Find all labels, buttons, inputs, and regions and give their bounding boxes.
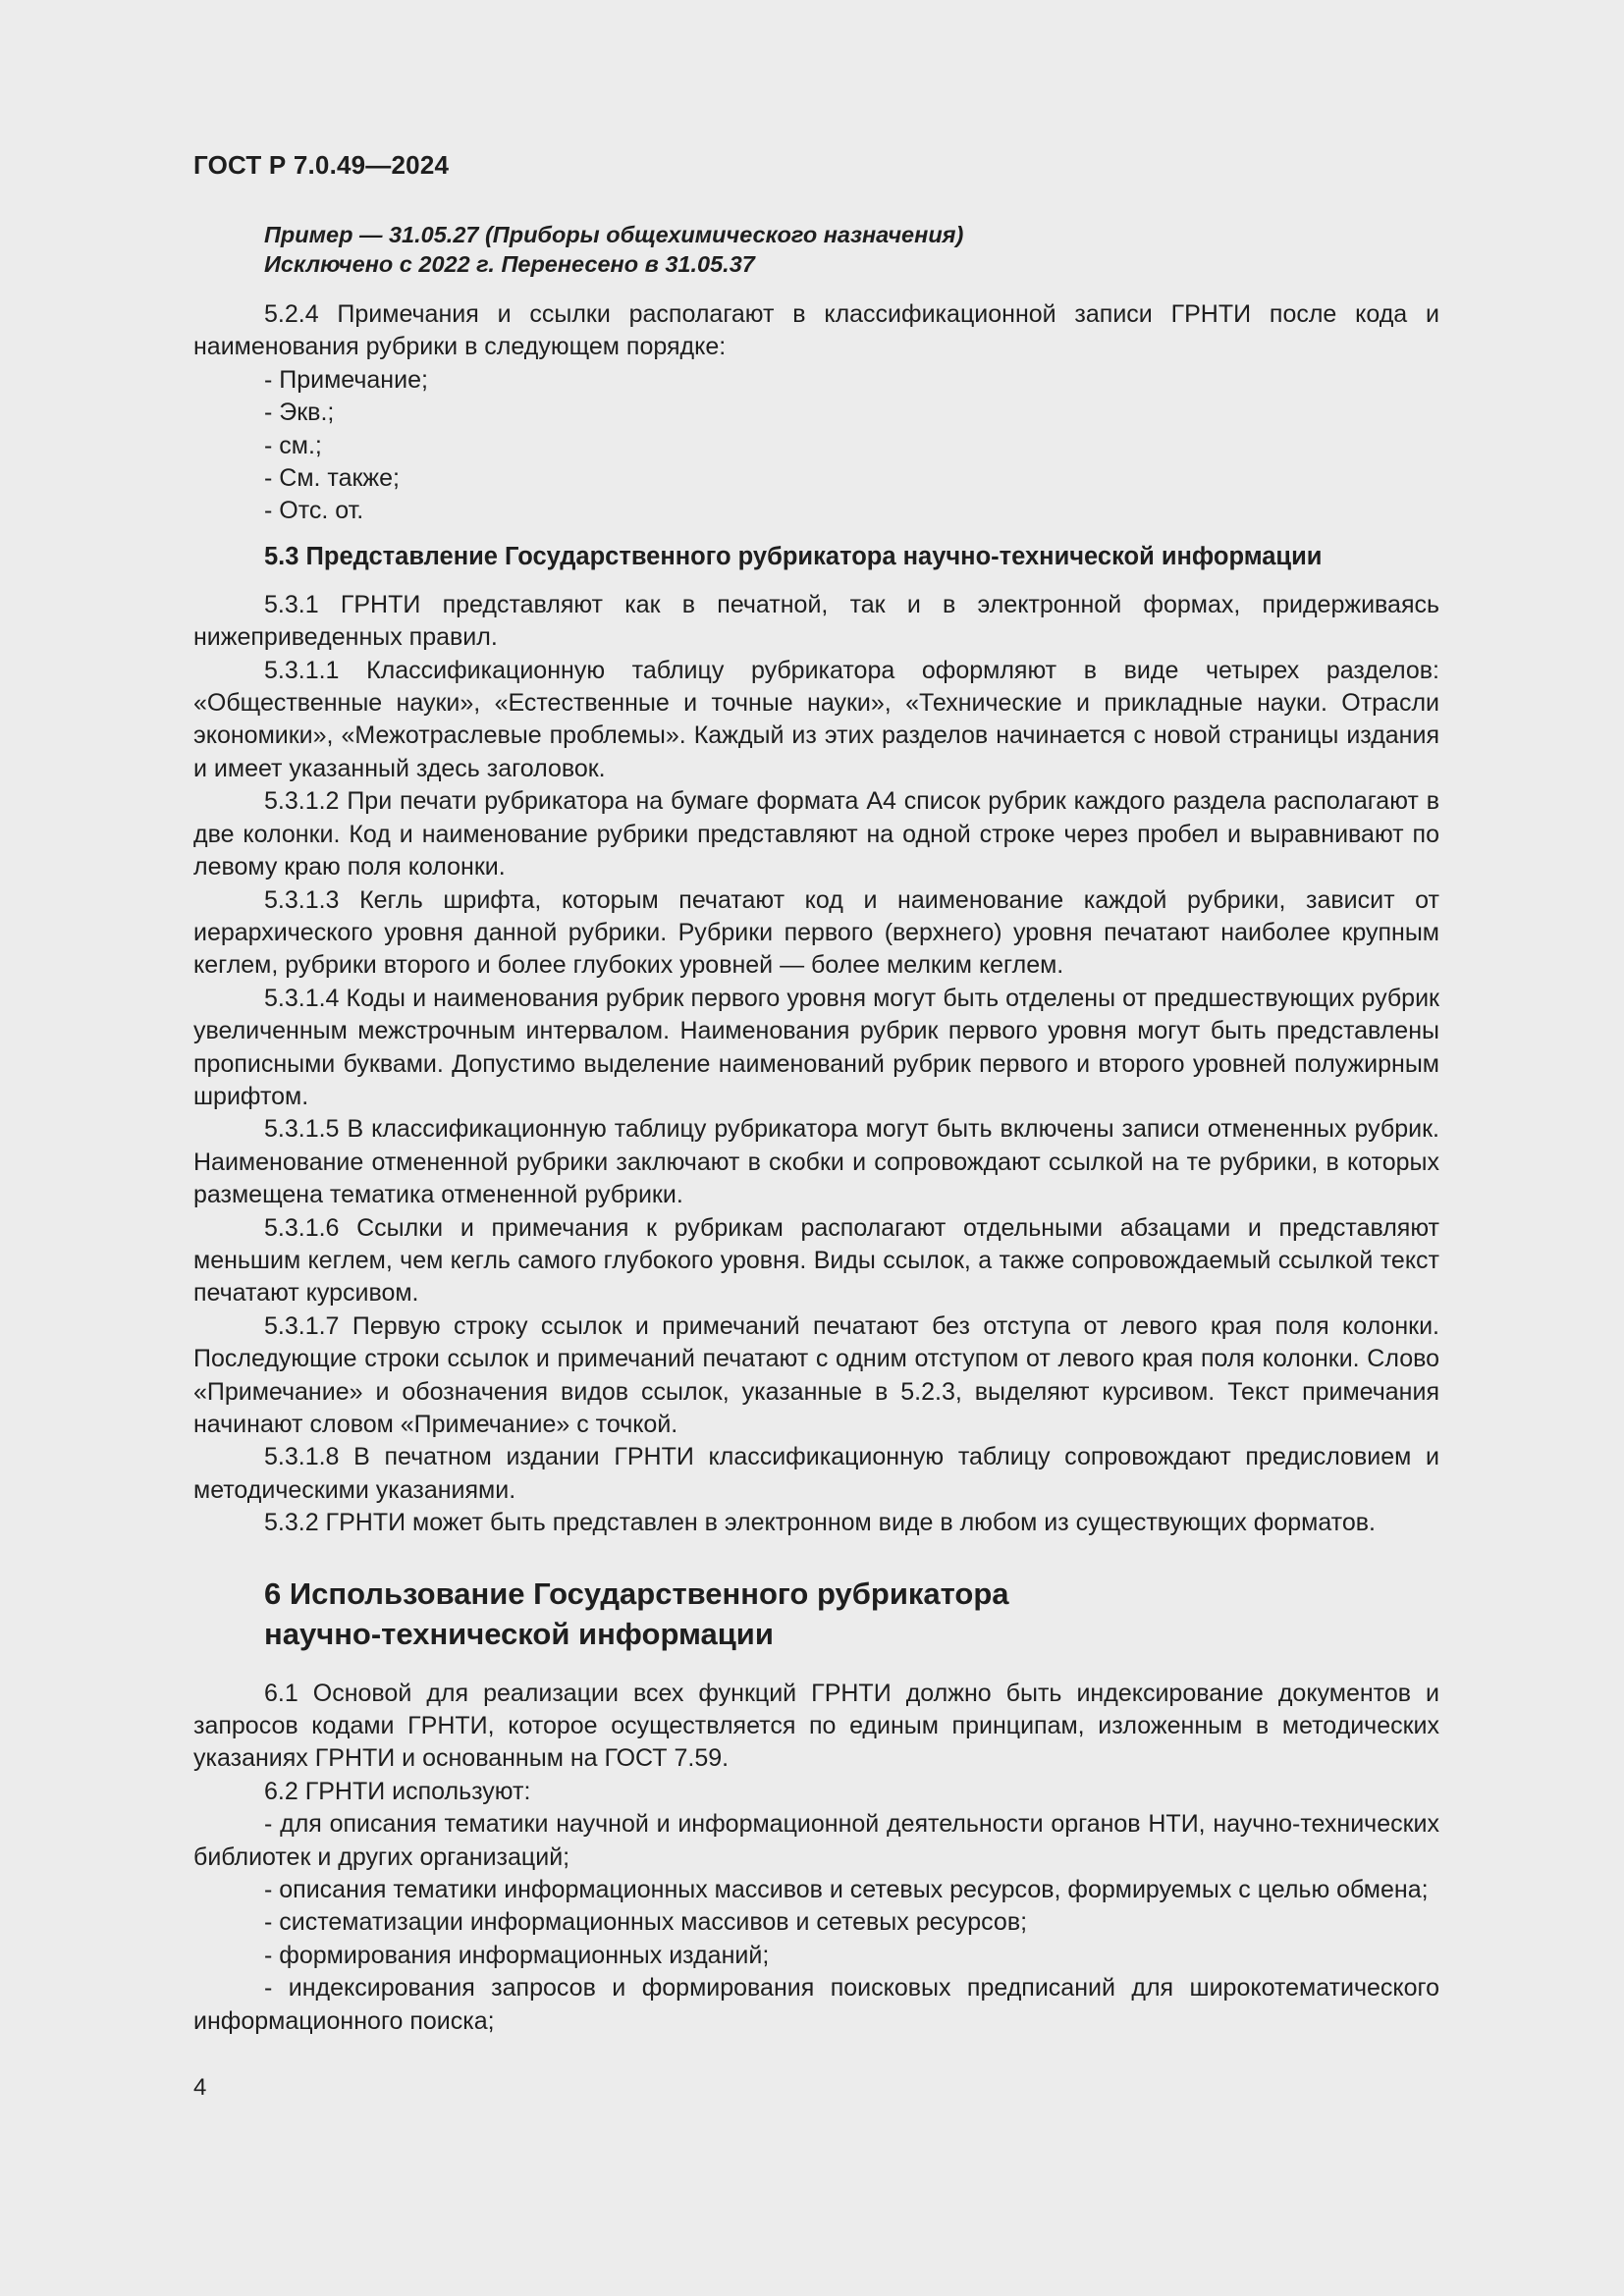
- section-heading-line-1: 6 Использование Государственного рубрикатора: [264, 1575, 1009, 1611]
- section-heading-line-2: научно-технической информации: [264, 1616, 774, 1651]
- example-note: [264, 220, 1439, 279]
- list-item: - систематизации информационных массивов и сетевых ресурсов;: [264, 1908, 1028, 1937]
- paragraph-5-3-1-4: 5.3.1.4 Коды и наименования рубрик первого уровня могут быть отделены от предшествующих рубрик увеличенным межстрочным интервалом. Наименования рубрик первого уровня могут быть представлены прописными буквами. Допустимо выделение наименований рубрик первого и второго уровней полужирным шрифтом.: [193, 984, 1439, 1110]
- subsection-heading-5-3: 5.3 Представление Государственного рубрикатора научно-технической информации: [264, 542, 1323, 570]
- paragraph-6-1: 6.1 Основой для реализации всех функций ГРНТИ должно быть индексирование документов и запросов кодами ГРНТИ, которое осуществляется по единым принципам, изложенным в методических указаниях ГРНТИ и основанным на ГОСТ 7.59.: [193, 1679, 1439, 1773]
- list-item: - описания тематики информационных массивов и сетевых ресурсов, формируемых с целью обмена;: [264, 1876, 1429, 1904]
- paragraph-5-3-1-5: 5.3.1.5 В классификационную таблицу рубрикатора могут быть включены записи отмененных рубрик. Наименование отмененной рубрики заключают в скобки и сопровождают ссылкой на те рубрики, в которых размещена тематика отмененной рубрики.: [193, 1115, 1439, 1209]
- page-number: 4: [193, 2074, 207, 2101]
- section-heading-6: [264, 1574, 1439, 1654]
- paragraph-5-3-1-1: 5.3.1.1 Классификационную таблицу рубрикатора оформляют в виде четырех разделов: «Общественные науки», «Естественные и точные науки», «Технические и прикладные науки. Отрасли экономики», «Межотраслевые проблемы». Каждый из этих разделов начинается с новой страницы издания и имеет указанный здесь заголовок.: [193, 656, 1439, 782]
- example-line-2: Исключено с 2022 г. Перенесено в 31.05.37: [264, 251, 755, 277]
- paragraph-5-3-1-8: 5.3.1.8 В печатном издании ГРНТИ классификационную таблицу сопровождают предисловием и методическими указаниями.: [193, 1443, 1439, 1504]
- paragraph-5-3-2: 5.3.2 ГРНТИ может быть представлен в электронном виде в любом из существующих форматов.: [264, 1509, 1376, 1537]
- list-item: - индексирования запросов и формирования поисковых предписаний для широкотематического информационного поиска;: [193, 1974, 1439, 2035]
- list-item: - Экв.;: [264, 399, 335, 427]
- paragraph-5-2-4: 5.2.4 Примечания и ссылки располагают в классификационной записи ГРНТИ после кода и наименования рубрики в следующем порядке:: [193, 300, 1439, 361]
- paragraph-5-3-1-7: 5.3.1.7 Первую строку ссылок и примечаний печатают без отступа от левого края поля колонки. Последующие строки ссылок и примечаний печатают с одним отступом от левого края поля колонки. Слово «Примечание» и обозначения видов ссылок, указанные в 5.2.3, выделяют курсивом. Текст примечания начинают словом «Примечание» с точкой.: [193, 1311, 1439, 1438]
- paragraph-5-3-1: 5.3.1 ГРНТИ представляют как в печатной, так и в электронной формах, придерживаясь нижеприведенных правил.: [193, 590, 1439, 652]
- body-text: [193, 298, 1439, 2038]
- list-item: - формирования информационных изданий;: [264, 1941, 770, 1969]
- paragraph-5-3-1-3: 5.3.1.3 Кегль шрифта, которым печатают код и наименование каждой рубрики, зависит от иерархического уровня данной рубрики. Рубрики первого (верхнего) уровня печатают наиболее крупным кеглем, рубрики второго и более глубоких уровней — более мелким кеглем.: [193, 885, 1439, 980]
- paragraph-5-3-1-2: 5.3.1.2 При печати рубрикатора на бумаге формата А4 список рубрик каждого раздела располагают в две колонки. Код и наименование рубрики представляют на одной строке через пробел и выравнивают по левому краю поля колонки.: [193, 787, 1439, 881]
- list-item: - См. также;: [264, 464, 400, 493]
- list-item: - Примечание;: [264, 365, 428, 394]
- paragraph-6-2: 6.2 ГРНТИ используют:: [264, 1777, 531, 1805]
- document-header: ГОСТ Р 7.0.49—2024: [193, 150, 450, 180]
- example-line-1: Пример — 31.05.27 (Приборы общехимического назначения): [264, 222, 964, 247]
- list-item: - Отс. от.: [264, 497, 364, 525]
- list-item: - см.;: [264, 431, 322, 459]
- list-item: - для описания тематики научной и информационной деятельности органов НТИ, научно-технических библиотек и других организаций;: [193, 1810, 1439, 1871]
- paragraph-5-3-1-6: 5.3.1.6 Ссылки и примечания к рубрикам располагают отдельными абзацами и представляют меньшим кеглем, чем кегль самого глубокого уровня. Виды ссылок, а также сопровождаемый ссылкой текст печатают курсивом.: [193, 1213, 1439, 1308]
